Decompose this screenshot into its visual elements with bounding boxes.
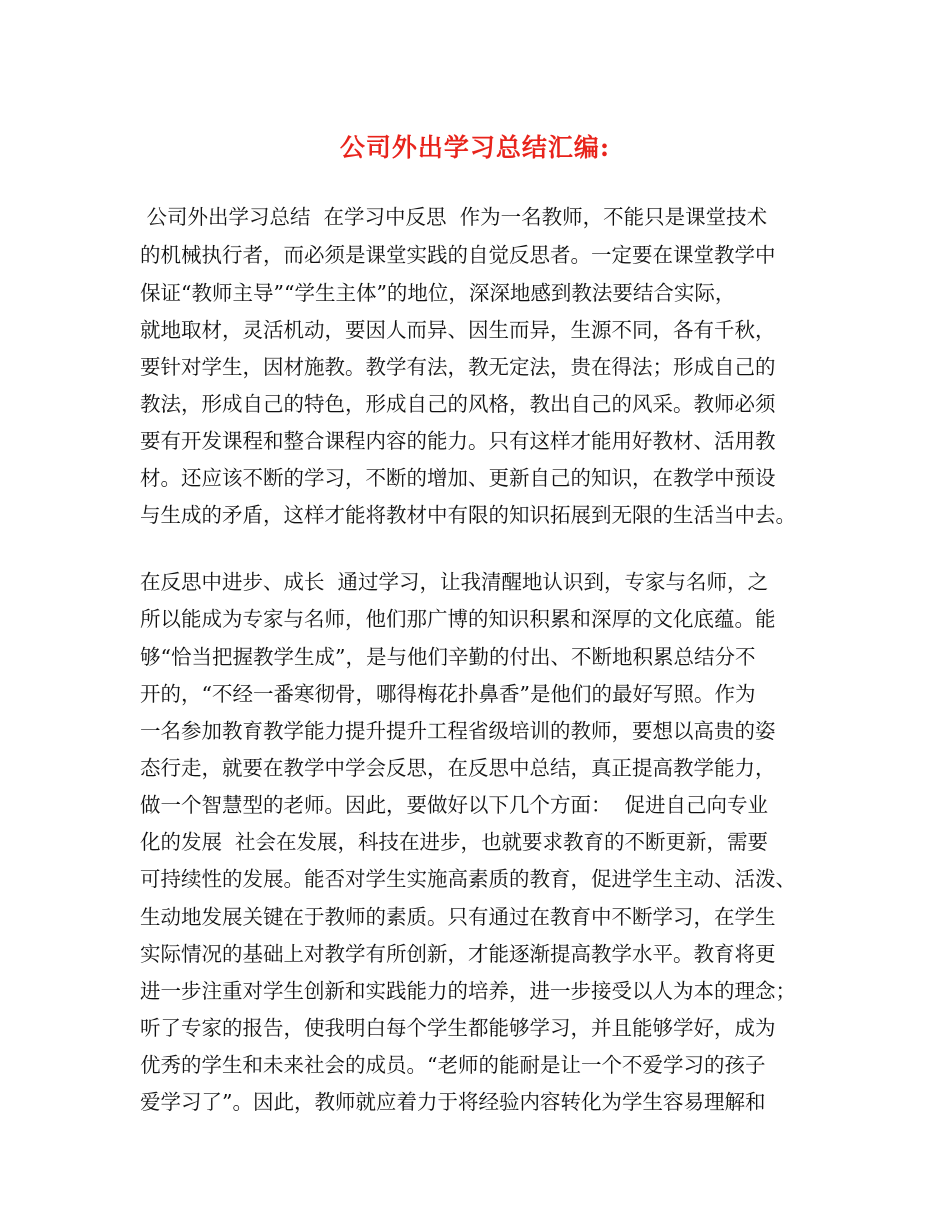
- text-line: 要有开发课程和整合课程内容的能力。只有这样才能用好教材、活用教: [140, 429, 776, 453]
- text-line: 生动地发展关键在于教师的素质。只有通过在教育中不断学习，在学生: [140, 905, 776, 929]
- text-line: 够“恰当把握教学生成”，是与他们辛勤的付出、不断地积累总结分不: [140, 645, 756, 669]
- text-line: 化的发展 社会在发展，科技在进步，也就要求教育的不断更新，需要: [140, 830, 769, 854]
- text-line: 教法，形成自己的特色，形成自己的风格，教出自己的风采。教师必须: [140, 392, 776, 416]
- text-line: 公司外出学习总结 在学习中反思 作为一名教师，不能只是课堂技术: [140, 205, 768, 229]
- text-line: 态行走，就要在教学中学会反思，在反思中总结，真正提高教学能力，: [140, 756, 776, 780]
- text-line: 在反思中进步、成长 通过学习，让我清醒地认识到，专家与名师，之: [140, 570, 769, 594]
- text-line: 就地取材，灵活机动，要因人而异、因生而异，生源不同，各有千秋，: [140, 318, 776, 342]
- text-line: 开的，“不经一番寒彻骨，哪得梅花扑鼻香”是他们的最好写照。作为: [140, 682, 756, 706]
- text-line: 与生成的矛盾，这样才能将教材中有限的知识拓展到无限的生活当中去。: [140, 503, 796, 527]
- text-line: 材。还应该不断的学习，不断的增加、更新自己的知识，在教学中预设: [140, 466, 776, 490]
- text-line: 优秀的学生和未来社会的成员。“老师的能耐是让一个不爱学习的孩子: [140, 1053, 766, 1077]
- text-line: 的机械执行者，而必须是课堂实践的自觉反思者。一定要在课堂教学中: [140, 243, 776, 267]
- text-line: 进一步注重对学生创新和实践能力的培养，进一步接受以人为本的理念；: [140, 979, 796, 1003]
- text-line: 保证“教师主导”“学生主体”的地位，深深地感到教法要结合实际，: [140, 281, 736, 305]
- text-line: 听了专家的报告，使我明白每个学生都能够学习，并且能够学好，成为: [140, 1016, 776, 1040]
- text-line: 实际情况的基础上对教学有所创新，才能逐渐提高教学水平。教育将更: [140, 942, 776, 966]
- document-title: 公司外出学习总结汇编:: [339, 133, 611, 162]
- text-line: 所以能成为专家与名师，他们那广博的知识积累和深厚的文化底蕴。能: [140, 607, 776, 631]
- text-line: 要针对学生，因材施教。教学有法，教无定法，贵在得法；形成自己的: [140, 355, 776, 379]
- text-line: 可持续性的发展。能否对学生实施高素质的教育，促进学生主动、活泼、: [140, 867, 796, 891]
- text-line: 做一个智慧型的老师。因此，要做好以下几个方面： 促进自己向专业: [140, 793, 769, 817]
- text-line: 一名参加教育教学能力提升提升工程省级培训的教师，要想以高贵的姿: [140, 719, 776, 743]
- text-line: 爱学习了”。因此，教师就应着力于将经验内容转化为学生容易理解和: [140, 1090, 766, 1114]
